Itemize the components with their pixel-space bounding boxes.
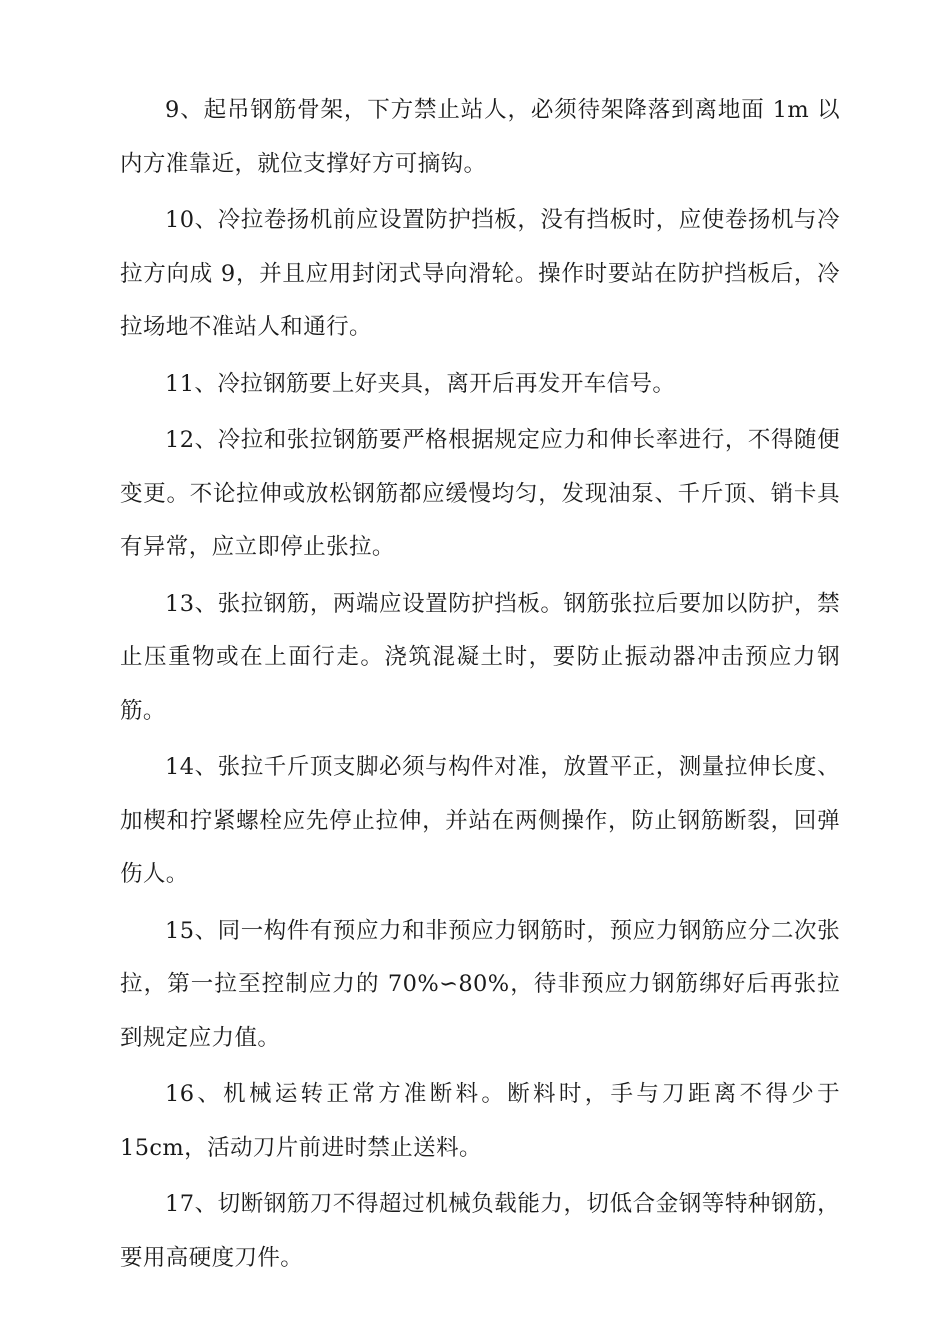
paragraph-item-13: 13、张拉钢筋，两端应设置防护挡板。钢筋张拉后要加以防护，禁止压重物或在上面行走。浇筑混凝土时，要防止振动器冲击预应力钢筋。 (120, 590, 840, 724)
paragraph-item-12: 12、冷拉和张拉钢筋要严格根据规定应力和伸长率进行，不得随便变更。不论拉伸或放松钢筋都应缓慢均匀，发现油泵、千斤顶、销卡具有异常，应立即停止张拉。 (120, 427, 840, 560)
paragraph-item-10: 10、冷拉卷扬机前应设置防护挡板，没有挡板时，应使卷扬机与冷拉方向成 9，并且应用封闭式导向滑轮。操作时要站在防护挡板后，冷拉场地不准站人和通行。 (120, 207, 840, 340)
paragraph-item-11: 11、冷拉钢筋要上好夹具，离开后再发开车信号。 (165, 370, 676, 397)
paragraph-item-9: 9、起吊钢筋骨架，下方禁止站人，必须待架降落到离地面 1m 以内方准靠近，就位支撑好方可摘钩。 (120, 97, 840, 177)
paragraph-item-17: 17、切断钢筋刀不得超过机械负载能力，切低合金钢等特种钢筋，要用高硬度刀件。 (120, 1191, 840, 1271)
paragraph-item-16: 16、机械运转正常方准断料。断料时，手与刀距离不得少于 15cm，活动刀片前进时禁止送料。 (120, 1081, 840, 1161)
paragraph-item-14: 14、张拉千斤顶支脚必须与构件对准，放置平正，测量拉伸长度、加楔和拧紧螺栓应先停止拉伸，并站在两侧操作，防止钢筋断裂，回弹伤人。 (120, 754, 840, 887)
document-body (120, 84, 840, 1288)
paragraph-item-15: 15、同一构件有预应力和非预应力钢筋时，预应力钢筋应分二次张拉，第一拉至控制应力的 70%∽80%，待非预应力钢筋绑好后再张拉到规定应力值。 (120, 917, 840, 1051)
